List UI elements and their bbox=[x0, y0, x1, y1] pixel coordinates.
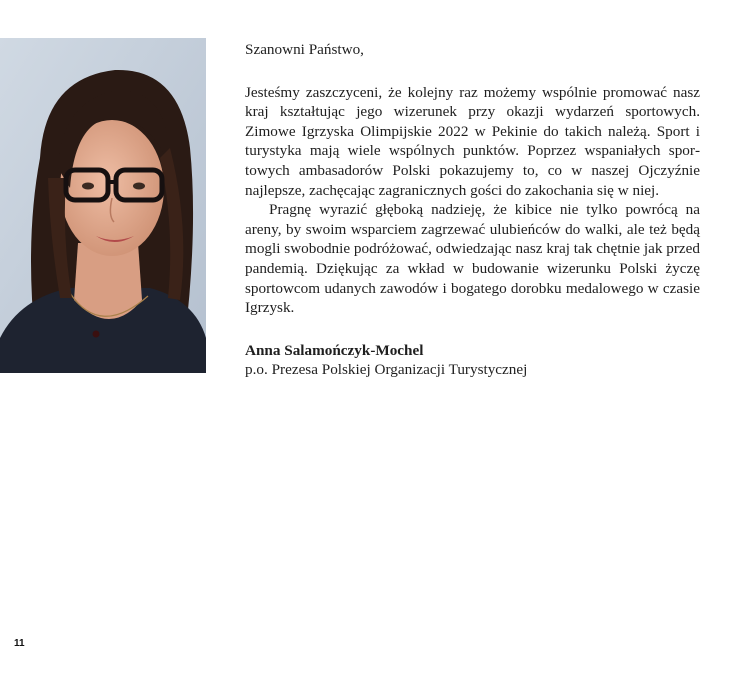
page-number: 11 bbox=[14, 638, 25, 649]
signature-name: Anna Salamończyk-Mochel bbox=[245, 341, 424, 359]
author-portrait bbox=[0, 38, 206, 373]
signature-role: p.o. Prezesa Polskiej Organizacji Turystycznej bbox=[245, 361, 528, 379]
letter-body bbox=[245, 40, 700, 380]
signature bbox=[245, 341, 700, 380]
paragraph-1: Jesteśmy zaszczyceni, że kolejny raz możemy wspólnie promować nasz kraj kształtując jego wizerunek przy okazji wydarzeń sportowych. Zimowe Igrzyska Olimpijskie 2022 w Pekinie do takich należą. Sport i turystyka mają wiele wspólnych punktów. Poprzez wspaniałych sportowych ambasadorów Polski pokazujemy to, co w naszej Ojczyźnie najlepsze, zachęcając zagranicznych gości do zakochania się w niej. bbox=[245, 83, 700, 199]
salutation: Szanowni Państwo, bbox=[245, 41, 364, 58]
paragraph-2: Pragnę wyrazić głęboką nadzieję, że kibice nie tylko powrócą na areny, by swoim wsparciem zagrzewać ulubieńców do walki, ale też będą mogli swobodnie podróżować, odwiedzając nasz kraj tak chętnie jak przed pandemią. Dziękując za wkład w budowanie wizerunku Polski życzę sportowcom udanych zawodów i bogatego dorobku medalowego w czasie Igrzysk. bbox=[245, 201, 700, 317]
